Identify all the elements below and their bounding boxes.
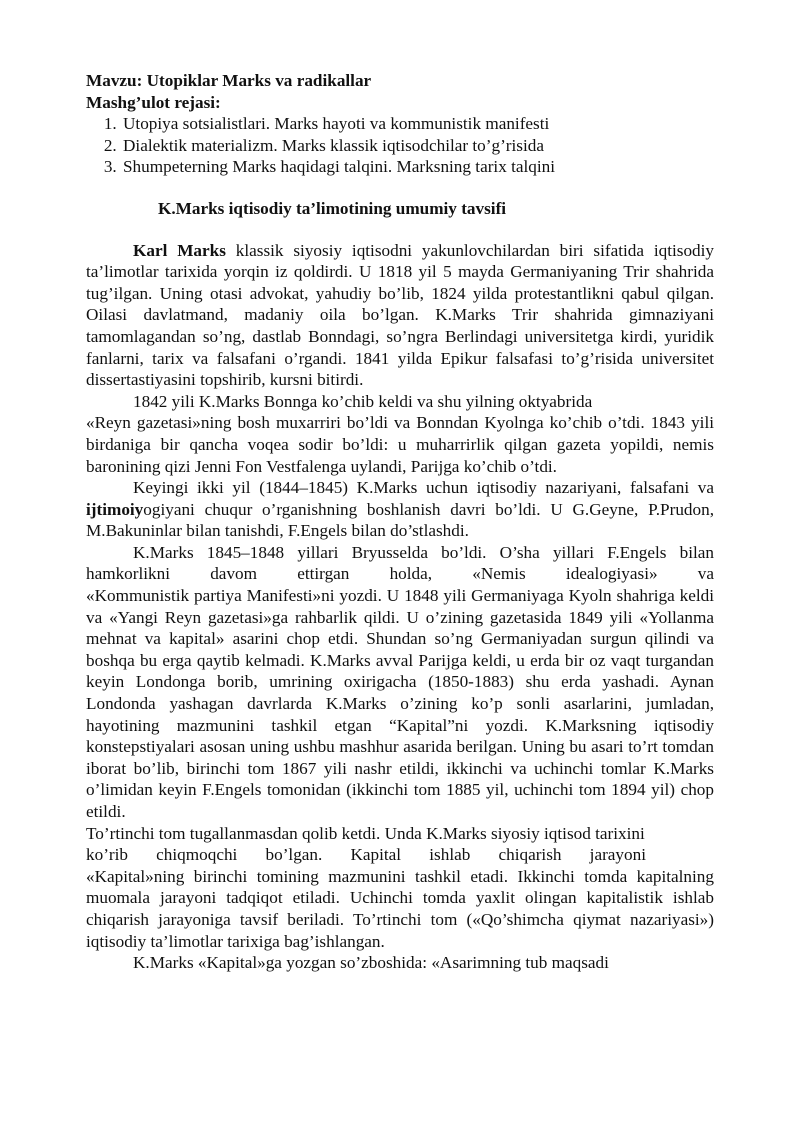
- section-heading: K.Marks iqtisodiy ta’limotining umumiy tavsifi: [158, 198, 507, 218]
- paragraph-3-text-a: Keyingi ikki yil (1844–1845) K.Marks uchun iqtisodiy nazariyani, falsafani va: [133, 478, 714, 498]
- paragraph-4-text: «Kommunistik partiya Manifesti»ni yozdi. U 1848 yili Germaniyaga Kyoln shahriga keldi va «Yangi Reyn gazetasi»ga rahbarlik qildi. U o’zining gazetasida 1849 yili «Yollanma mehnat va kapital» asarini chop etdi. Shundan so’ng Germaniyadan surgun qilindi va boshqa bu erga qaytib kelmadi. K.Marks avval Parijga keldi, u erda bir oz vaqt turgandan keyin Londonga borib, umrining oxirigacha (1850-1883) shu erda yashadi. Aynan Londonda yashagan davrlarda K.Marks o’zining ko’p sonli asarlarini, jumladan, hayotining mazmunini tashkil etgan “Kapital”ni yozdi. K.Marksning iqtisodiy konstepstiyalari asosan uning ushbu mashhur asarida berilgan. Uning bu asari to’rt tomdan iborat bo’lib, birinchi tom 1867 yili nashr etildi, ikkinchi va uchinchi tomlar K.Marks o’limidan keyin F.Engels tomonidan (ikkinchi tom 1885 yil, uchinchi tom 1894 yil) chop etildi.: [86, 586, 714, 821]
- paragraph-3: [86, 477, 714, 542]
- plan-item: 2. Dialektik materializm. Marks klassik iqtisodchilar to’g’risida: [121, 135, 714, 157]
- paragraph-1: [86, 240, 714, 391]
- plan-list: [86, 113, 714, 178]
- paragraph-5-text: «Kapital»ning birinchi tomining mazmunini tashkil etadi. Ikkinchi tomda kapitalning muomala jarayoni tadqiqot etiladi. Uchinchi tomda yaxlit olingan kapitalistik ishlab chiqarish jarayoniga tavsif beriladi. To’rtinchi tom («Qo’shimcha qiymat nazariyasi») iqtisodiy ta’limotlar tarixiga bag’ishlangan.: [86, 866, 714, 951]
- paragraph-2-first-line: 1842 yili K.Marks Bonnga ko’chib keldi va shu yilning oktyabrida: [133, 391, 593, 411]
- paragraph-5-first-line: To’rtinchi tom tugallanmasdan qolib ketdi. Unda K.Marks siyosiy iqtisod tarixini: [86, 823, 645, 843]
- plan-item: 1. Utopiya sotsialistlari. Marks hayoti va kommunistik manifesti: [121, 113, 714, 135]
- plan-item: 3. Shumpeterning Marks haqidagi talqini. Marksning tarix talqini: [121, 156, 714, 178]
- paragraph-1-text: klassik siyosiy iqtisodni yakunlovchilardan biri sifatida iqtisodiy ta’limotlar tarixida yorqin iz qoldirdi. U 1818 yil 5 mayda Germaniyaning Trir shahrida tug’ilgan. Uning otasi advokat, yahudiy bo’lib, 1824 yilda protestantlikni qabul qilgan. Oilasi davlatmand, madaniy oila bo’lgan. K.Marks Trir shahrida gimnaziyani tamomlagandan so’ng, dastlab Bonndagi, so’ngra Berlindagi universitetga kirdi, yuridik fanlarni, tarix va falsafani o’rgandi. 1841 yilda Epikur falsafasi to’g’risida universitet dissertastiyasini topshirib, kursni bitirdi.: [86, 240, 715, 390]
- paragraph-2-text: «Reyn gazetasi»ning bosh muxarriri bo’ldi va Bonndan Kyolnga ko’chib o’tdi. 1843 yili birdaniga bir qancha voqea sodir bo’ldi: u muharrirlik qilgan gazeta yopildi, nemis baronining qizi Jenni Fon Vestfalenga uylandi, Parijga ko’chib o’tdi.: [86, 413, 714, 476]
- plan-title: Mashg’ulot rejasi:: [86, 92, 221, 112]
- paragraph-4-first-lines: K.Marks 1845–1848 yillari Bryusselda bo’ldi. O’sha yillari F.Engels bilan hamkorlikni davom ettirgan holda, «Nemis idealogiyasi» va: [86, 542, 714, 584]
- paragraph-6: K.Marks «Kapital»ga yozgan so’zboshida: «Asarimning tub maqsadi: [133, 953, 609, 973]
- bold-term: ijtimoiy: [86, 499, 144, 519]
- topic-title: Mavzu: Utopiklar Marks va radikallar: [86, 71, 372, 90]
- paragraph-5-second-line: ko’rib chiqmoqchi bo’lgan. Kapital ishlab chiqarish jarayoni: [86, 845, 646, 865]
- bold-name: Karl Marks: [133, 240, 226, 260]
- paragraph-3-text-b: ogiyani chuqur o’rganishning boshlanish davri bo’ldi. U G.Geyne, P.Prudon, M.Bakuninlar bilan tanishdi, F.Engels bilan do’stlashdi.: [86, 499, 714, 541]
